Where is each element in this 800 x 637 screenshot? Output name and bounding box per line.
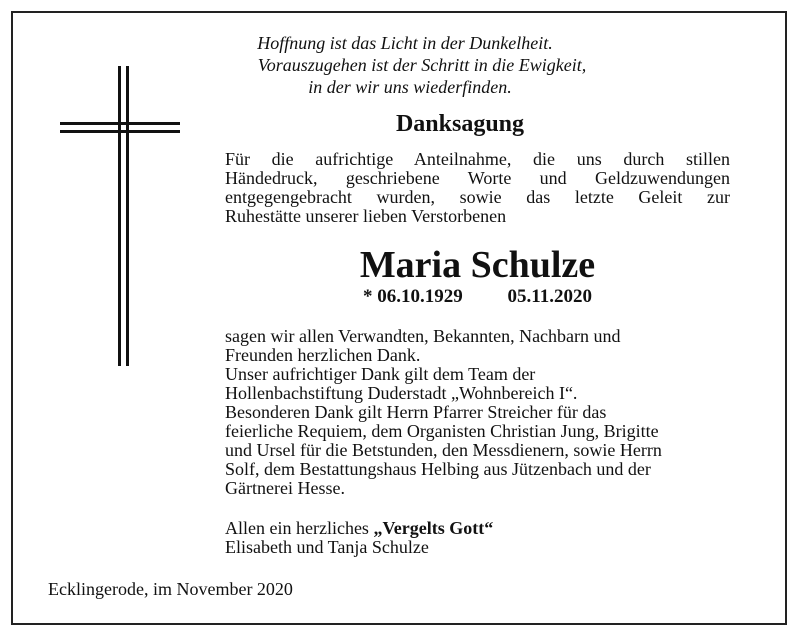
body-line: Solf, dem Bestattungshaus Helbing aus Jützenbach und der: [225, 459, 651, 479]
intro-line: Händedruck, geschriebene Worte und Geldzuwendungen: [225, 168, 730, 188]
intro-paragraph: [225, 150, 730, 226]
body-line: feierliche Requiem, dem Organisten Christian Jung, Brigitte: [225, 421, 659, 441]
body-line: Freunden herzlichen Dank.: [225, 345, 421, 365]
poem: [170, 32, 640, 98]
signers: Elisabeth und Tanja Schulze: [225, 537, 429, 557]
death-date: 05.11.2020: [507, 286, 592, 307]
intro-line: entgegengebracht wurden, sowie das letzte Geleit zur: [225, 187, 730, 207]
body-line: Besonderen Dank gilt Herrn Pfarrer Streicher für das: [225, 402, 607, 422]
heading: Danksagung: [395, 111, 525, 137]
intro-line: Für die aufrichtige Anteilnahme, die uns durch stillen: [225, 149, 730, 169]
intro-line: Ruhestätte unserer lieben Verstorbenen: [225, 206, 507, 226]
closing-emphasis: „Vergelts Gott“: [373, 518, 494, 538]
closing-prefix: Allen ein herzliches: [225, 518, 374, 538]
poem-line: Hoffnung ist das Licht in der Dunkelheit.: [257, 33, 553, 53]
deceased-name: Maria Schulze: [359, 244, 596, 286]
poem-line: in der wir uns wiederfinden.: [308, 77, 512, 97]
closing: [225, 519, 730, 557]
life-dates: [225, 286, 730, 308]
thanks-paragraph: [225, 327, 730, 498]
body-line: Gärtnerei Hesse.: [225, 478, 345, 498]
body-line: Hollenbachstiftung Duderstadt „Wohnbereich I“.: [225, 383, 578, 403]
place-date: Ecklingerode, im November 2020: [48, 579, 293, 599]
body-line: sagen wir allen Verwandten, Bekannten, Nachbarn und: [225, 326, 621, 346]
body-line: und Ursel für die Betstunden, den Messdienern, sowie Herrn: [225, 440, 662, 460]
closing-line: [225, 519, 730, 538]
birth-date: * 06.10.1929: [363, 286, 463, 307]
body-line: Unser aufrichtiger Dank gilt dem Team der: [225, 364, 536, 384]
poem-line: Vorauszugehen ist der Schritt in die Ewigkeit,: [257, 55, 587, 75]
